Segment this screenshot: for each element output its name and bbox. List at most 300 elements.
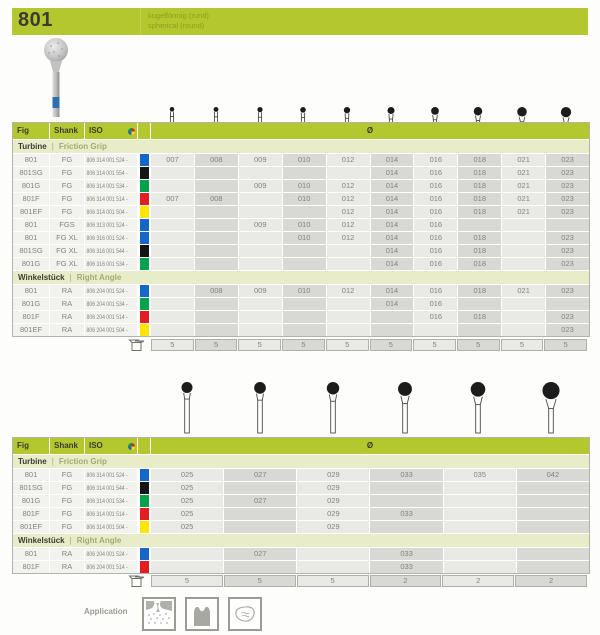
size-cell: 014 — [371, 167, 414, 179]
shank-cell: FG XL — [50, 258, 84, 270]
size-cell: 012 — [327, 285, 370, 297]
size-cell — [151, 258, 194, 270]
size-cell: 018 — [458, 180, 501, 192]
iso-number: 806 314 001 534 - — [86, 498, 128, 505]
size-cell: 029 — [297, 495, 369, 507]
bur-illustration — [370, 378, 442, 435]
size-cell: 033 — [370, 508, 442, 520]
shank-cell: RA — [50, 298, 84, 310]
iso-number: 806 204 001 504 - — [86, 327, 128, 334]
size-cell: 023 — [546, 180, 589, 192]
fig-cell: 801SG — [13, 482, 49, 494]
chip-bar — [140, 561, 149, 573]
fig-cell: 801G — [13, 258, 49, 270]
size-cell — [283, 258, 326, 270]
table-row — [13, 180, 589, 192]
product-photo-bur — [34, 37, 78, 121]
table-row — [13, 508, 589, 520]
size-cell — [195, 298, 238, 310]
size-cell — [502, 258, 545, 270]
grit-color-chip-blue — [138, 219, 150, 231]
size-cell: 018 — [458, 167, 501, 179]
section-header — [13, 534, 589, 547]
size-cell — [458, 219, 501, 231]
size-cell — [224, 561, 296, 573]
iso-cell — [85, 298, 137, 310]
grit-color-chip-green — [138, 298, 150, 310]
size-cell — [195, 311, 238, 323]
size-cell: 021 — [502, 154, 545, 166]
table-row — [13, 219, 589, 231]
grit-color-chip-yellow — [138, 206, 150, 218]
col-header-fig: Fig — [13, 123, 49, 139]
size-cell: 023 — [546, 193, 589, 205]
iso-cell — [85, 206, 137, 218]
iso-number: 806 314 001 514 - — [86, 196, 128, 203]
size-cell: 016 — [414, 311, 457, 323]
size-cell — [517, 521, 589, 533]
size-cell: 014 — [371, 193, 414, 205]
size-cell: 008 — [195, 193, 238, 205]
size-cell — [517, 548, 589, 560]
pack-quantity-cell: 5 — [326, 339, 369, 351]
size-cell — [283, 245, 326, 257]
size-cell — [327, 324, 370, 336]
tooth-cross-section-icon — [142, 597, 176, 631]
shank-cell: FG — [50, 482, 84, 494]
size-cell: 033 — [370, 469, 442, 481]
iso-number: 806 204 001 524 - — [86, 288, 128, 295]
size-cell — [546, 219, 589, 231]
bur-illustration — [151, 378, 223, 435]
size-cell: 014 — [371, 154, 414, 166]
bur-size-illustrations-large — [151, 378, 587, 435]
size-cell: 027 — [224, 548, 296, 560]
size-cell — [195, 324, 238, 336]
size-cell: 025 — [151, 482, 223, 494]
size-cell: 016 — [414, 285, 457, 297]
size-cell: 010 — [283, 180, 326, 192]
size-cell — [151, 232, 194, 244]
fig-cell: 801SG — [13, 167, 49, 179]
size-cell — [224, 508, 296, 520]
iso-cell — [85, 548, 137, 560]
fig-cell: 801G — [13, 180, 49, 192]
size-cell: 016 — [414, 232, 457, 244]
size-cell — [458, 298, 501, 310]
size-cell: 007 — [151, 193, 194, 205]
pack-quantity-cell: 5 — [544, 339, 587, 351]
chip-column-spacer — [138, 438, 150, 454]
iso-number: 806 316 001 524 - — [86, 235, 128, 242]
section-title-de: Winkelstück — [18, 536, 65, 545]
chip-bar — [140, 245, 149, 257]
fig-cell: 801 — [13, 232, 49, 244]
size-cell — [444, 561, 516, 573]
section-separator: | — [51, 457, 54, 466]
iso-cell — [85, 324, 137, 336]
shank-cell: FG — [50, 521, 84, 533]
header-divider — [140, 8, 141, 35]
size-cell — [502, 298, 545, 310]
size-cell — [195, 206, 238, 218]
fig-cell: 801F — [13, 193, 49, 205]
section-title-en: Friction Grip — [58, 457, 107, 466]
iso-label: ISO — [89, 441, 103, 450]
table-row — [13, 245, 589, 257]
size-cell — [195, 245, 238, 257]
size-cell — [151, 206, 194, 218]
grit-color-chip-red — [138, 508, 150, 520]
size-cell — [224, 482, 296, 494]
size-cell — [370, 521, 442, 533]
table-row — [13, 561, 589, 573]
table-row — [13, 258, 589, 270]
table-row — [13, 154, 589, 166]
chip-bar — [140, 469, 149, 481]
bur-illustration — [442, 378, 514, 435]
grit-color-chip-red — [138, 193, 150, 205]
size-cell: 016 — [414, 154, 457, 166]
shank-cell: RA — [50, 548, 84, 560]
size-cell — [239, 298, 282, 310]
chip-bar — [140, 482, 149, 494]
size-cell: 029 — [297, 508, 369, 520]
size-cell — [444, 482, 516, 494]
chip-bar — [140, 219, 149, 231]
iso-cell — [85, 167, 137, 179]
fig-cell: 801EF — [13, 324, 49, 336]
molar-silhouette-icon — [185, 597, 219, 631]
size-cell — [517, 561, 589, 573]
shank-cell: RA — [50, 561, 84, 573]
table-header-row — [13, 123, 589, 139]
size-cell: 042 — [517, 469, 589, 481]
chip-column-spacer — [138, 123, 150, 139]
size-cell — [151, 548, 223, 560]
pack-quantity-cell: 5 — [282, 339, 325, 351]
size-cell — [283, 298, 326, 310]
spec-table-large-sizes — [12, 437, 590, 574]
table-row — [13, 521, 589, 533]
size-cell: 008 — [195, 285, 238, 297]
grit-color-chip-green — [138, 258, 150, 270]
bur-illustration — [297, 378, 369, 435]
size-cell: 023 — [546, 285, 589, 297]
iso-number: 806 316 001 534 - — [86, 261, 128, 268]
size-cell — [444, 548, 516, 560]
size-cell: 018 — [458, 258, 501, 270]
iso-number: 806 314 001 524 - — [86, 472, 128, 479]
size-cell — [502, 324, 545, 336]
shank-cell: FG XL — [50, 232, 84, 244]
pack-quantity-row-large — [151, 575, 587, 587]
size-cell: 033 — [370, 561, 442, 573]
size-cell: 008 — [195, 154, 238, 166]
grit-color-chip-black — [138, 167, 150, 179]
iso-number: 806 316 001 544 - — [86, 248, 128, 255]
pack-quantity-cell: 5 — [224, 575, 296, 587]
fig-cell: 801 — [13, 219, 49, 231]
col-header-diameter: Ø — [151, 123, 589, 139]
iso-cell — [85, 154, 137, 166]
iso-number: 806 204 001 524 - — [86, 551, 128, 558]
table-row — [13, 311, 589, 323]
section-header — [13, 271, 589, 284]
size-cell — [371, 324, 414, 336]
size-cell — [283, 324, 326, 336]
size-cell: 018 — [458, 285, 501, 297]
size-cell: 021 — [502, 180, 545, 192]
header-band — [12, 8, 588, 35]
iso-cell — [85, 521, 137, 533]
size-cell: 010 — [283, 285, 326, 297]
size-cell — [283, 167, 326, 179]
application-label: Application — [84, 607, 128, 616]
size-cell: 016 — [414, 180, 457, 192]
size-cell: 010 — [283, 193, 326, 205]
size-cell: 033 — [370, 548, 442, 560]
iso-label: ISO — [89, 126, 103, 135]
grit-color-chip-blue — [138, 232, 150, 244]
size-cell — [444, 508, 516, 520]
size-cell — [502, 232, 545, 244]
chip-bar — [140, 298, 149, 310]
grit-color-chip-black — [138, 482, 150, 494]
size-cell: 016 — [414, 206, 457, 218]
size-cell: 012 — [327, 154, 370, 166]
size-cell: 025 — [151, 469, 223, 481]
section-separator: | — [69, 273, 72, 282]
size-cell — [195, 258, 238, 270]
size-cell — [517, 495, 589, 507]
size-cell: 010 — [283, 232, 326, 244]
iso-cell — [85, 219, 137, 231]
size-cell: 018 — [458, 311, 501, 323]
size-cell — [502, 219, 545, 231]
grit-color-chip-blue — [138, 154, 150, 166]
iso-number: 806 314 001 504 - — [86, 524, 128, 531]
grit-color-chip-blue — [138, 285, 150, 297]
product-name-en: spherical (round) — [148, 21, 205, 30]
page-title: 801 — [18, 9, 53, 31]
iso-cell — [85, 285, 137, 297]
iso-cell — [85, 495, 137, 507]
pack-quantity-cell: 5 — [151, 575, 223, 587]
section-title-de: Turbine — [18, 142, 47, 151]
size-cell: 023 — [546, 154, 589, 166]
size-cell: 010 — [283, 219, 326, 231]
size-cell — [239, 232, 282, 244]
iso-cell — [85, 245, 137, 257]
size-cell — [283, 311, 326, 323]
chip-bar — [140, 285, 149, 297]
size-cell: 014 — [371, 232, 414, 244]
size-cell: 018 — [458, 154, 501, 166]
size-cell: 021 — [502, 285, 545, 297]
color-wheel-icon — [128, 128, 135, 135]
size-cell: 018 — [458, 245, 501, 257]
size-cell: 009 — [239, 219, 282, 231]
size-cell: 014 — [371, 298, 414, 310]
size-cell — [151, 180, 194, 192]
iso-number: 806 314 001 514 - — [86, 511, 128, 518]
iso-cell — [85, 180, 137, 192]
size-cell: 025 — [151, 508, 223, 520]
size-cell: 014 — [371, 285, 414, 297]
size-cell: 007 — [151, 154, 194, 166]
grit-color-chip-green — [138, 495, 150, 507]
size-cell — [502, 311, 545, 323]
shank-cell: FG — [50, 167, 84, 179]
size-cell — [297, 561, 369, 573]
chip-bar — [140, 258, 149, 270]
product-name-de: kugelförmig (rund) — [148, 11, 209, 20]
grit-color-chip-red — [138, 561, 150, 573]
table-row — [13, 482, 589, 494]
section-header — [13, 455, 589, 468]
size-cell — [239, 258, 282, 270]
section-title-en: Right Angle — [76, 273, 122, 282]
size-cell — [502, 245, 545, 257]
occlusal-outline-icon — [228, 597, 262, 631]
chip-bar — [140, 167, 149, 179]
shank-cell: FG — [50, 508, 84, 520]
shank-cell: FG XL — [50, 245, 84, 257]
size-cell: 016 — [414, 298, 457, 310]
size-cell — [327, 258, 370, 270]
size-cell: 014 — [371, 180, 414, 192]
package-box-icon — [128, 573, 146, 588]
pack-quantity-cell: 5 — [457, 339, 500, 351]
size-cell — [151, 219, 194, 231]
grit-color-chip-blue — [138, 469, 150, 481]
grit-color-chip-black — [138, 245, 150, 257]
iso-cell — [85, 258, 137, 270]
pack-quantity-row-small — [151, 339, 587, 351]
grit-color-chip-yellow — [138, 324, 150, 336]
grit-color-chip-blue — [138, 548, 150, 560]
size-cell: 012 — [327, 180, 370, 192]
size-cell — [195, 167, 238, 179]
fig-cell: 801 — [13, 469, 49, 481]
col-header-fig: Fig — [13, 438, 49, 454]
shank-cell: FG — [50, 180, 84, 192]
fig-cell: 801G — [13, 495, 49, 507]
pack-quantity-cell: 5 — [413, 339, 456, 351]
section-header — [13, 140, 589, 153]
size-cell — [444, 495, 516, 507]
size-cell: 029 — [297, 469, 369, 481]
size-cell: 023 — [546, 232, 589, 244]
size-cell: 023 — [546, 245, 589, 257]
iso-cell — [85, 193, 137, 205]
pack-quantity-cell: 5 — [370, 339, 413, 351]
package-box-icon — [128, 337, 146, 352]
grit-color-chip-yellow — [138, 521, 150, 533]
chip-bar — [140, 180, 149, 192]
iso-number: 806 314 001 544 - — [86, 485, 128, 492]
pack-quantity-cell: 2 — [370, 575, 442, 587]
fig-cell: 801 — [13, 154, 49, 166]
shank-cell: FG — [50, 495, 84, 507]
size-cell: 016 — [414, 167, 457, 179]
size-cell — [327, 245, 370, 257]
size-cell: 023 — [546, 206, 589, 218]
chip-bar — [140, 154, 149, 166]
col-header-iso — [85, 438, 137, 454]
iso-number: 806 204 001 534 - — [86, 301, 128, 308]
iso-cell — [85, 311, 137, 323]
iso-cell — [85, 508, 137, 520]
table-row — [13, 206, 589, 218]
size-cell — [224, 521, 296, 533]
fig-cell: 801EF — [13, 206, 49, 218]
size-cell — [327, 298, 370, 310]
shank-cell: FGS — [50, 219, 84, 231]
iso-cell — [85, 469, 137, 481]
pack-quantity-cell: 5 — [151, 339, 194, 351]
pack-quantity-cell: 5 — [195, 339, 238, 351]
size-cell: 027 — [224, 495, 296, 507]
table-row — [13, 232, 589, 244]
iso-cell — [85, 232, 137, 244]
size-cell: 029 — [297, 482, 369, 494]
size-cell — [297, 548, 369, 560]
chip-bar — [140, 521, 149, 533]
size-cell — [239, 206, 282, 218]
shank-cell: RA — [50, 285, 84, 297]
size-cell: 023 — [546, 258, 589, 270]
table-header-row — [13, 438, 589, 454]
size-cell — [370, 495, 442, 507]
size-cell: 025 — [151, 495, 223, 507]
size-cell — [151, 311, 194, 323]
col-header-shank: Shank — [50, 123, 84, 139]
size-cell: 016 — [414, 193, 457, 205]
table-row — [13, 324, 589, 336]
illustration-zone-small — [12, 35, 588, 122]
iso-number: 806 314 001 504 - — [86, 209, 128, 216]
application-icons — [142, 597, 262, 631]
size-cell — [239, 324, 282, 336]
chip-bar — [140, 548, 149, 560]
size-cell — [151, 167, 194, 179]
iso-cell — [85, 482, 137, 494]
size-cell: 018 — [458, 232, 501, 244]
size-cell: 014 — [371, 219, 414, 231]
size-cell: 021 — [502, 206, 545, 218]
application-row — [12, 597, 588, 629]
section-title-de: Winkelstück — [18, 273, 65, 282]
iso-cell — [85, 561, 137, 573]
fig-cell: 801F — [13, 508, 49, 520]
chip-bar — [140, 232, 149, 244]
chip-bar — [140, 508, 149, 520]
col-header-shank: Shank — [50, 438, 84, 454]
chip-bar — [140, 324, 149, 336]
fig-cell: 801 — [13, 285, 49, 297]
size-cell: 012 — [327, 232, 370, 244]
size-cell — [458, 324, 501, 336]
grit-color-chip-red — [138, 311, 150, 323]
fig-cell: 801F — [13, 561, 49, 573]
size-cell: 016 — [414, 245, 457, 257]
size-cell: 021 — [502, 193, 545, 205]
size-cell — [195, 232, 238, 244]
size-cell — [283, 206, 326, 218]
table-row — [13, 548, 589, 560]
